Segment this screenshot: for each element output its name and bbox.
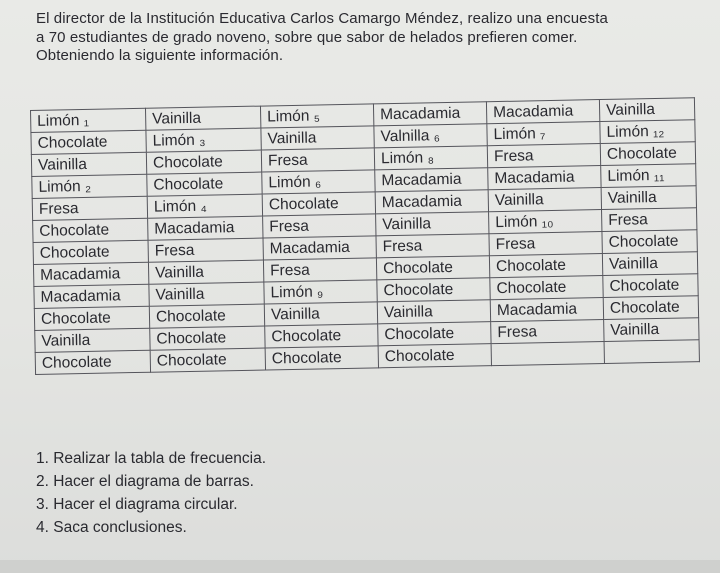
- table-cell: Fresa: [148, 238, 263, 262]
- table-cell: Vainilla: [31, 152, 146, 176]
- page-edge-shadow: [0, 560, 720, 573]
- table-cell: Vainilla: [602, 252, 697, 276]
- intro-line-2: a 70 estudiantes de grado noveno, sobre que sabor de helados prefieren comer.: [36, 28, 578, 46]
- table-cell: Chocolate: [34, 306, 149, 330]
- table-cell: Limón ₄: [147, 194, 262, 218]
- problem-statement: [36, 10, 716, 66]
- table-cell: Fresa: [263, 258, 376, 282]
- table-cell: Chocolate: [378, 344, 491, 368]
- table-cell: Limón ₃: [146, 128, 261, 152]
- table-cell: [491, 342, 604, 366]
- survey-table: [30, 97, 700, 375]
- table-cell: Vainilla: [599, 98, 694, 122]
- table-cell: Chocolate: [33, 240, 148, 264]
- table-cell: Chocolate: [35, 350, 150, 374]
- table-cell: Limón ₆: [262, 170, 375, 194]
- table-cell: Vainilla: [377, 300, 490, 324]
- table-cell: Chocolate: [33, 218, 148, 242]
- table-cell: Valnilla ₆: [374, 124, 487, 148]
- table-cell: Chocolate: [377, 278, 490, 302]
- intro-line-3: Obteniendo la siguiente información.: [36, 47, 284, 64]
- table-cell: Vainilla: [488, 188, 601, 212]
- table-cell: [604, 340, 699, 364]
- table-cell: Macadamia: [34, 284, 149, 308]
- intro-line-1: El director de la Institución Educativa Carlos Camargo Méndez, realizo una encuesta: [36, 10, 608, 27]
- table-cell: Limón ₁₀: [489, 210, 602, 234]
- table-cell: Fresa: [263, 214, 376, 238]
- task-item: 4. Saca conclusiones.: [36, 519, 187, 536]
- table-cell: Vainilla: [148, 260, 263, 284]
- table-cell: Fresa: [32, 196, 147, 220]
- table-cell: Chocolate: [147, 172, 262, 196]
- table-cell: Macadamia: [263, 236, 376, 260]
- table-cell: Vainilla: [601, 186, 696, 210]
- table-cell: Vainilla: [604, 318, 699, 342]
- table-cell: Chocolate: [265, 324, 378, 348]
- table-cell: Macadamia: [486, 100, 599, 124]
- table-cell: Chocolate: [262, 192, 375, 216]
- table-cell: Chocolate: [489, 254, 602, 278]
- task-list: [36, 447, 266, 539]
- table-cell: Chocolate: [378, 322, 491, 346]
- table-cell: Fresa: [376, 234, 489, 258]
- table-cell: Fresa: [602, 208, 697, 232]
- table-cell: Vainilla: [264, 302, 377, 326]
- table-cell: Chocolate: [150, 348, 265, 372]
- table-cell: Macadamia: [33, 262, 148, 286]
- table-cell: Fresa: [261, 148, 374, 172]
- table-cell: Chocolate: [149, 304, 264, 328]
- table-cell: Macadamia: [375, 168, 488, 192]
- table-cell: Fresa: [489, 232, 602, 256]
- table-cell: Limón ₇: [487, 122, 600, 146]
- table-cell: Chocolate: [602, 230, 697, 254]
- table-cell: Limón ₂: [32, 174, 147, 198]
- table-cell: Macadamia: [375, 190, 488, 214]
- table-cell: Macadamia: [490, 298, 603, 322]
- task-item: 1. Realizar la tabla de frecuencia.: [36, 450, 267, 467]
- table-cell: Chocolate: [603, 274, 698, 298]
- survey-table-sheet: [30, 97, 700, 375]
- table-cell: Limón ₉: [264, 280, 377, 304]
- table-cell: Vainilla: [261, 126, 374, 150]
- table-cell: Chocolate: [265, 346, 378, 370]
- table-cell: Chocolate: [490, 276, 603, 300]
- table-cell: Limón ₁₂: [600, 120, 695, 144]
- table-cell: Vainilla: [35, 328, 150, 352]
- table-cell: Chocolate: [603, 296, 698, 320]
- table-cell: Limón ₁₁: [601, 164, 696, 188]
- table-cell: Chocolate: [146, 150, 261, 174]
- table-cell: Chocolate: [600, 142, 695, 166]
- task-item: 2. Hacer el diagrama de barras.: [36, 473, 254, 490]
- table-cell: Limón ₈: [374, 146, 487, 170]
- table-cell: Vainilla: [145, 106, 260, 130]
- table-cell: Fresa: [491, 320, 604, 344]
- table-cell: Chocolate: [376, 256, 489, 280]
- table-cell: Macadamia: [148, 216, 263, 240]
- table-cell: Limón ₁: [31, 108, 146, 132]
- table-cell: Chocolate: [31, 130, 146, 154]
- table-cell: Chocolate: [150, 326, 265, 350]
- table-cell: Limón ₅: [260, 104, 373, 128]
- table-cell: Vainilla: [376, 212, 489, 236]
- task-item: 3. Hacer el diagrama circular.: [36, 496, 238, 513]
- table-cell: Macadamia: [373, 102, 486, 126]
- table-cell: Vainilla: [149, 282, 264, 306]
- table-cell: Macadamia: [488, 166, 601, 190]
- table-cell: Fresa: [487, 144, 600, 168]
